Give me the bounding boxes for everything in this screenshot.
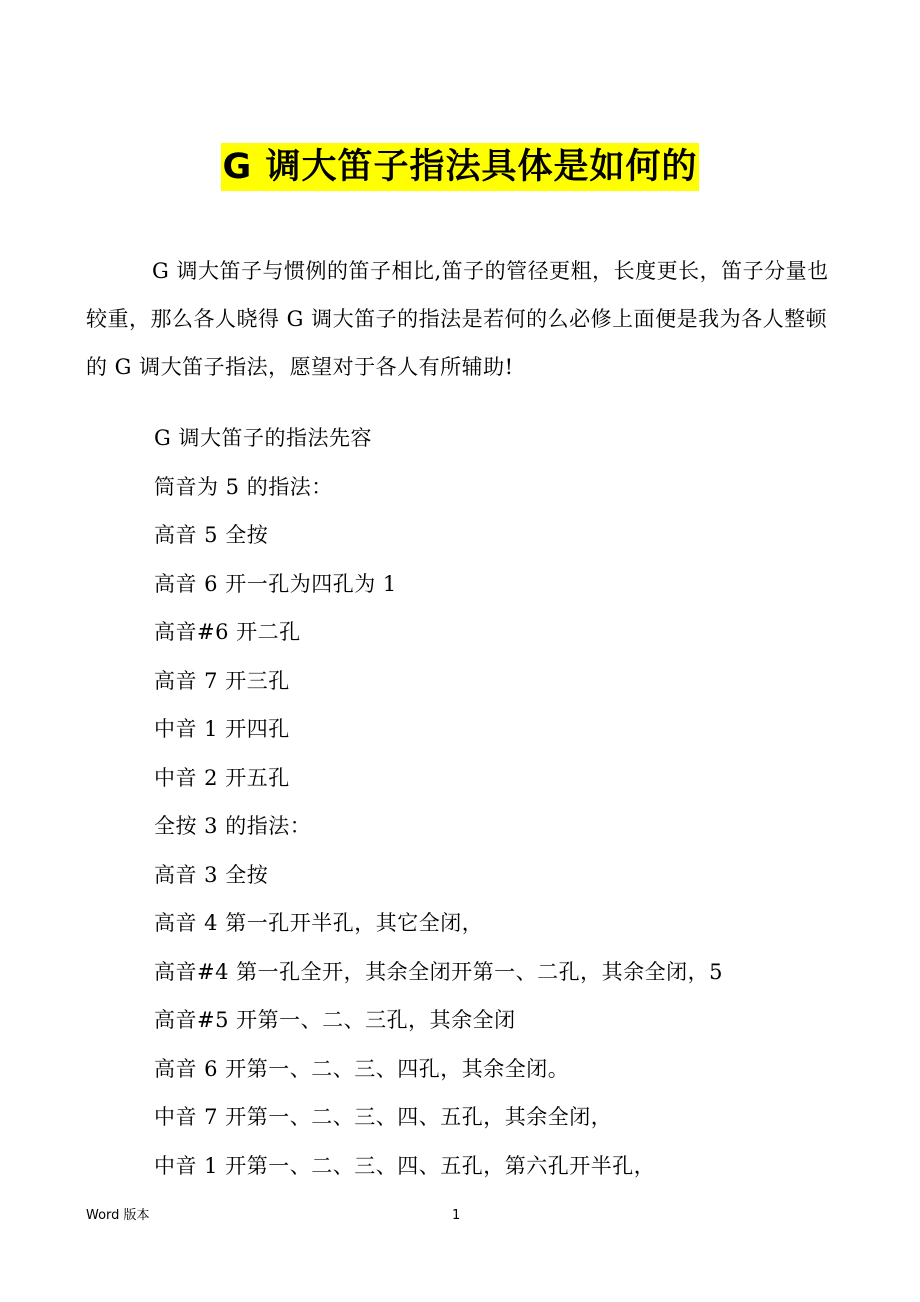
list-item: 高音 5 全按 — [154, 523, 269, 547]
list-item: 高音 6 开第一、二、三、四孔，其余全闭。 — [154, 1056, 570, 1081]
footer-label: Word 版本 — [86, 1208, 150, 1223]
list-item: 高音#6 开二孔 — [154, 620, 301, 644]
list-item: 高音 4 第一孔开半孔，其它全闭， — [154, 911, 484, 935]
list-item: 中音 2 开五孔 — [154, 765, 290, 790]
list-item: 高音 6 开一孔为四孔为 1 — [154, 571, 397, 596]
document-title: G 调大笛子指法具体是如何的 — [221, 143, 700, 191]
list-item: 高音 3 全按 — [154, 862, 269, 887]
intro-paragraph: G 调大笛子与惯例的笛子相比,笛子的管径更粗，长度更长，笛子分量也较重，那么各人晓得 G 调大笛子的指法是若何的么必修上面便是我为各人整顿的 G 调大笛子指法，愿望对于各人有所辅助! — [86, 259, 829, 379]
list-item: 全按 3 的指法： — [154, 814, 312, 838]
list-item: 高音#4 第一孔全开，其余全闭开第一、二孔，其余全闭，5 — [154, 959, 723, 984]
list-item: 中音 7 开第一、二、三、四、五孔，其余全闭， — [154, 1105, 613, 1129]
fingering-list — [154, 420, 874, 1196]
page-number: 1 — [452, 1208, 461, 1223]
list-item: G 调大笛子的指法先容 — [154, 426, 372, 450]
list-item: 中音 1 开第一、二、三、四、五孔，第六孔开半孔， — [154, 1153, 656, 1178]
list-item: 高音#5 开第一、二、三孔，其余全闭 — [154, 1008, 516, 1032]
title-container — [0, 143, 920, 191]
list-item: 中音 1 开四孔 — [154, 717, 290, 741]
list-item: 筒音为 5 的指法： — [154, 474, 333, 499]
list-item: 高音 7 开三孔 — [154, 668, 290, 693]
